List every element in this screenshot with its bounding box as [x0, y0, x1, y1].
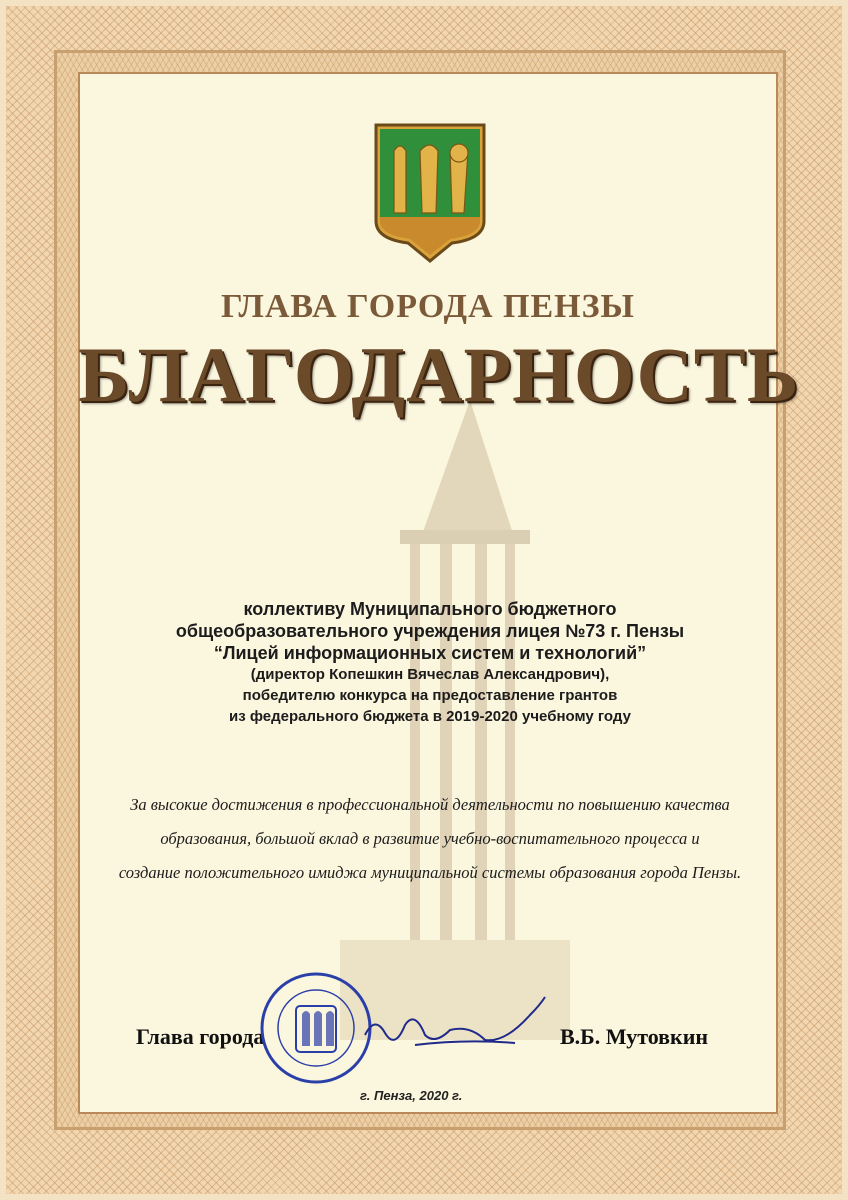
recipient-line: общеобразовательного учреждения лицея №73 г. Пензы — [175, 621, 685, 641]
recipient-line: победителю конкурса на предоставление грантов — [242, 687, 618, 704]
award-reason — [110, 788, 750, 890]
place-and-date: г. Пенза, 2020 г. — [360, 1088, 463, 1103]
signatory-name: В.Б. Мутовкин — [560, 1024, 709, 1049]
recipient-line: коллективу Муниципального бюджетного — [243, 599, 617, 619]
reason-line: создание положительного имиджа муниципальной системы образования города Пензы. — [118, 863, 742, 882]
recipient-block — [100, 598, 760, 727]
signatory-title: Глава города — [136, 1024, 265, 1049]
recipient-line: из федерального бюджета в 2019-2020 учебному году — [229, 708, 631, 725]
recipient-line: (директор Копешкин Вячеслав Александрович), — [250, 666, 610, 683]
issuer-heading: ГЛАВА ГОРОДА ПЕНЗЫ — [221, 288, 635, 325]
reason-line: За высокие достижения в профессиональной деятельности по повышению качества — [130, 795, 730, 814]
handwritten-signature — [355, 995, 555, 1065]
reason-line: образования, большой вклад в развитие учебно-воспитательного процесса и — [160, 829, 700, 848]
certificate-title: БЛАГОДАРНОСТЬ — [78, 331, 800, 418]
recipient-line: “Лицей информационных систем и технологий” — [213, 643, 647, 663]
coat-of-arms-icon — [372, 121, 488, 263]
